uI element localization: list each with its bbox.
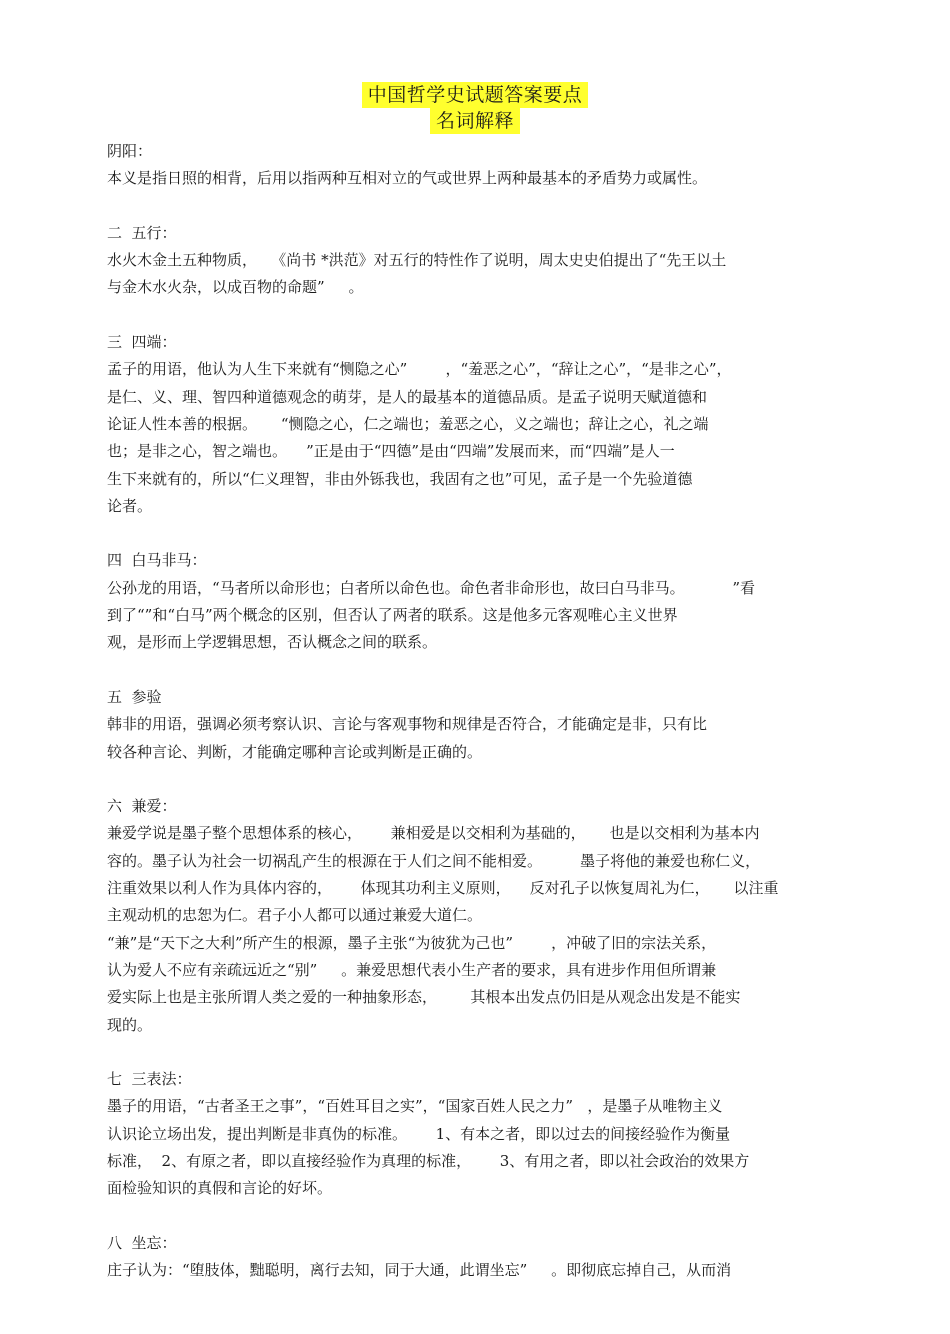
document-body [107, 138, 837, 1284]
section-spacer [107, 766, 837, 793]
paragraph-line: 与金木水火杂，以成百物的命题” 。 [107, 278, 364, 297]
document-subtitle: 名词解释 [430, 108, 520, 134]
title-block [0, 82, 950, 134]
section-heading: 二 五行： [107, 223, 177, 242]
paragraph-line: 兼爱学说是墨子整个思想体系的核心， 兼相爱是以交相利为基础的， 也是以交相利为基本内 [107, 824, 760, 843]
paragraph-line: 标准， 2、有原之者，即以直接经验作为真理的标准， 3、有用之者，即以社会政治的效果方 [107, 1151, 750, 1170]
paragraph-line: 到了“”和“白马”两个概念的区别，但否认了两者的联系。这是他多元客观唯心主义世界 [107, 606, 678, 625]
paragraph-line: 容的。墨子认为社会一切祸乱产生的根源在于人们之间不能相爱。 墨子将他的兼爱也称仁义， [107, 851, 761, 870]
paragraph-line: 面检验知识的真假和言论的好坏。 [107, 1179, 333, 1198]
paragraph-line: 较各种言论、判断，才能确定哪种言论或判断是正确的。 [107, 742, 483, 761]
section-spacer [107, 1203, 837, 1230]
paragraph-line: 庄子认为：“堕肢体，黜聪明，离行去知，同于大通，此谓坐忘” 。即彻底忘掉自己，从而消 [107, 1261, 732, 1280]
paragraph-line: 认识论立场出发，提出判断是非真伪的标准。 1、有本之者，即以过去的间接经验作为衡量 [107, 1124, 731, 1143]
paragraph-line: 注重效果以利人作为具体内容的， 体现其功利主义原则， 反对孔子以恢复周礼为仁， 以注重 [107, 879, 779, 898]
paragraph-line: 也；是非之心，智之端也。 ”正是由于“四德”是由“四端”发展而来，而“四端”是人一 [107, 442, 675, 461]
paragraph-line: 公孙龙的用语，“马者所以命形也；白者所以命色也。命色者非命形也，故曰白马非马。 ”看 [107, 578, 756, 597]
paragraph-line: 韩非的用语，强调必须考察认识、言论与客观事物和规律是否符合，才能确定是非，只有比 [107, 715, 708, 734]
paragraph-line: 水火木金土五种物质， 《尚书 *洪范》对五行的特性作了说明，周太史史伯提出了“先王以土 [107, 251, 727, 270]
section-heading: 五 参验 [107, 687, 162, 706]
paragraph-line: 是仁、义、理、智四种道德观念的萌芽，是人的最基本的道德品质。是孟子说明天赋道德和 [107, 387, 708, 406]
section-heading: 阴阳： [107, 142, 153, 160]
paragraph-line: 论者。 [107, 496, 153, 515]
section-heading: 六 兼爱： [107, 797, 177, 816]
section-heading: 三 四端： [107, 333, 177, 352]
paragraph-line: 现的。 [107, 1015, 153, 1034]
paragraph-line: 认为爱人不应有亲疏远近之“别” 。兼爱思想代表小生产者的要求，具有进步作用但所谓兼 [107, 960, 717, 979]
section-heading: 七 三表法： [107, 1070, 192, 1089]
section-spacer [107, 1039, 837, 1066]
section-spacer [107, 193, 837, 220]
section-spacer [107, 657, 837, 684]
section-spacer [107, 520, 837, 547]
paragraph-line: “兼”是“天下之大利”所产生的根源，墨子主张“为彼犹为己也” ，冲破了旧的宗法关系， [107, 933, 717, 952]
document-title: 中国哲学史试题答案要点 [362, 82, 589, 108]
section-heading: 四 白马非马： [107, 551, 207, 570]
paragraph-line: 本义是指日照的相背，后用以指两种互相对立的气或世界上两种最基本的矛盾势力或属性。 [107, 169, 708, 188]
paragraph-line: 墨子的用语，“古者圣王之事”，“百姓耳目之实”，“国家百姓人民之力” ，是墨子从唯物主义 [107, 1097, 723, 1116]
paragraph-line: 孟子的用语，他认为人生下来就有“恻隐之心” ，“羞恶之心”，“辞让之心”，“是非之心”， [107, 360, 732, 379]
section-heading: 八 坐忘： [107, 1233, 177, 1252]
paragraph-line: 论证人性本善的根据。 “恻隐之心，仁之端也；羞恶之心，义之端也；辞让之心，礼之端 [107, 414, 709, 433]
paragraph-line: 爱实际上也是主张所谓人类之爱的一种抽象形态， 其根本出发点仍旧是从观念出发是不能实 [107, 988, 741, 1007]
paragraph-line: 主观动机的忠恕为仁。君子小人都可以通过兼爱大道仁。 [107, 906, 483, 925]
paragraph-line: 观，是形而上学逻辑思想，否认概念之间的联系。 [107, 633, 438, 652]
paragraph-line: 生下来就有的，所以“仁义理智，非由外铄我也，我固有之也”可见，孟子是一个先验道德 [107, 469, 693, 488]
section-spacer [107, 302, 837, 329]
